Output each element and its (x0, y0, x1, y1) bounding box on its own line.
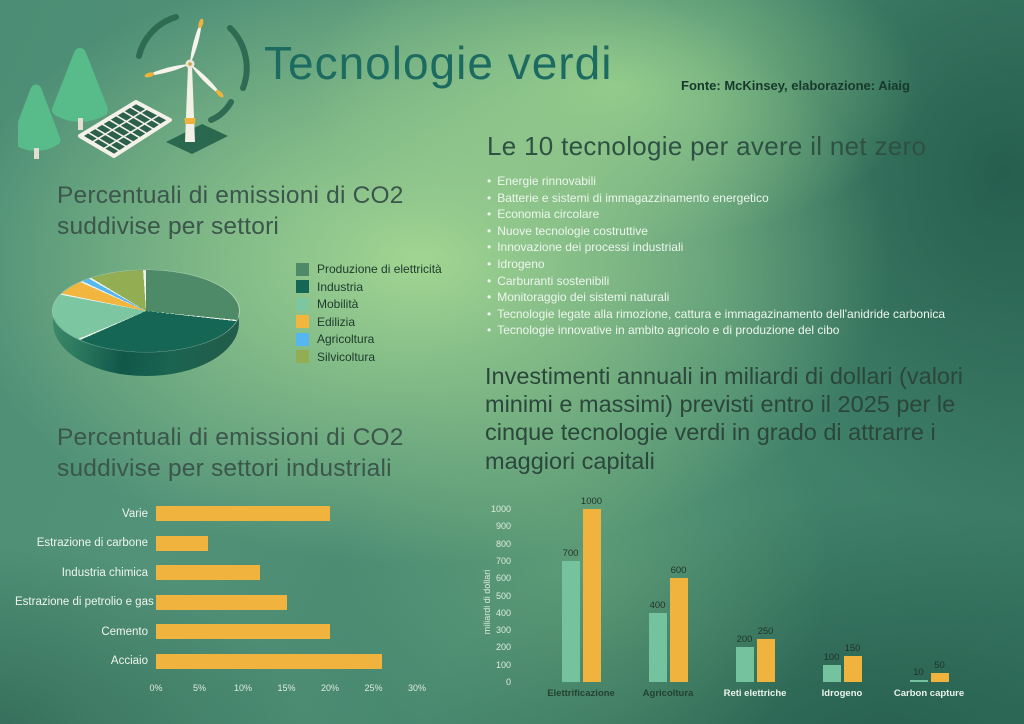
y-axis-tick: 300 (495, 625, 511, 636)
industry-bar-label: Estrazione di petrolio e gas (15, 596, 154, 608)
investment-heading: Investimenti annuali in miliardi di dollari (valori minimi e massimi) previsti entro il 2025 per le cinque tecnologie verdi in grado di attrarre i maggiori capitali (485, 363, 964, 474)
bar-groups (517, 496, 965, 699)
industry-bar (156, 595, 287, 610)
industry-bar-track (156, 536, 417, 551)
legend-swatch (296, 298, 309, 311)
industry-bar-row (15, 595, 417, 610)
netzero-list (487, 173, 945, 339)
investment-bar (931, 660, 949, 682)
bullet-icon: • (487, 207, 492, 222)
tree-icon (18, 90, 55, 159)
y-axis-label: miliardi di dollari (482, 569, 492, 635)
legend-label: Agricoltura (317, 332, 375, 347)
investment-bar (562, 547, 580, 682)
industry-bar (156, 624, 330, 639)
legend-item (296, 280, 442, 294)
industry-bar-row (15, 565, 417, 580)
bar-category-label: Carbon capture (893, 688, 965, 699)
industry-bar-track (156, 506, 417, 521)
netzero-item-label: Carburanti sostenibili (497, 273, 610, 288)
investment-bar (823, 651, 841, 682)
x-axis-tick: 0% (149, 683, 163, 693)
netzero-item-label: Idrogeno (497, 256, 545, 271)
bullet-icon: • (487, 240, 492, 255)
industry-bar-row (15, 654, 417, 669)
bullet-icon: • (487, 174, 492, 188)
bar-value-label: 250 (757, 625, 774, 637)
netzero-item (487, 173, 945, 190)
netzero-item (487, 239, 945, 256)
bullet-icon: • (487, 306, 492, 321)
y-axis-tick: 600 (495, 573, 511, 584)
x-axis-tick: 25% (364, 683, 383, 693)
bar-group (892, 660, 966, 699)
netzero-item-label: Economia circolare (497, 207, 600, 222)
industry-bar (156, 654, 382, 669)
netzero-item-label: Batterie e sistemi di immagazzinamento energetico (497, 190, 769, 205)
bar-value-label: 10 (913, 667, 924, 679)
y-axis-tick: 700 (495, 555, 511, 566)
industry-bar-label: Varie (122, 507, 148, 520)
investment-bar (670, 565, 688, 682)
legend-label: Edilizia (317, 314, 356, 329)
x-axis-tick: 10% (233, 683, 253, 693)
investment-bar (736, 634, 754, 682)
netzero-item (487, 206, 945, 223)
bar-group (631, 565, 705, 699)
investment-bar (757, 625, 775, 682)
bar-value-label: 50 (934, 660, 945, 672)
y-axis-tick: 400 (495, 607, 511, 618)
y-axis-tick: 200 (495, 642, 511, 653)
industry-bar-row (15, 506, 417, 521)
netzero-item (487, 306, 945, 323)
x-axis-tick: 30% (407, 683, 427, 693)
green-energy-illustration (18, 2, 258, 162)
legend-item (296, 350, 442, 364)
bullet-icon: • (487, 323, 492, 338)
bar-category-label: Elettrificazione (547, 688, 615, 699)
legend-label: Industria (317, 279, 364, 294)
netzero-item (487, 190, 945, 207)
bar-value-label: 200 (736, 634, 753, 646)
pie-chart (53, 270, 239, 352)
bar-value-label: 400 (649, 599, 666, 611)
bullet-icon: • (487, 223, 492, 238)
source-credit: Fonte: McKinsey, elaborazione: Aiaig (681, 78, 910, 93)
bullet-icon: • (487, 290, 492, 305)
industry-bar-track (156, 595, 417, 610)
industry-bar-rows (15, 506, 417, 669)
industry-bar (156, 506, 330, 521)
pie-section-heading: Percentuali di emissioni di CO2 suddivise per settori (57, 182, 404, 240)
legend-label: Mobilità (317, 297, 359, 312)
netzero-item-label: Energie rinnovabili (497, 174, 596, 188)
netzero-item-label: Nuove tecnologie costruttive (497, 223, 648, 238)
industry-bar (156, 565, 260, 580)
y-axis-tick: 800 (495, 538, 511, 549)
x-axis-tick: 5% (192, 683, 207, 693)
legend-item (296, 297, 442, 311)
bar-group (718, 625, 792, 699)
industry-bar-track (156, 624, 417, 639)
industry-bar-axis (149, 683, 427, 696)
netzero-item (487, 273, 945, 290)
industry-bar-label: Estrazione di carbone (36, 537, 148, 549)
industry-bar-row (15, 624, 417, 639)
industry-bar-label: Acciaio (110, 655, 148, 667)
industry-bar-chart (15, 506, 427, 696)
page-title: Tecnologie verdi (264, 37, 613, 89)
netzero-item-label: Monitoraggio dei sistemi naturali (497, 290, 670, 305)
bar-category-label: Reti elettriche (723, 688, 787, 699)
x-axis-tick: 15% (277, 683, 296, 693)
y-axis-tick: 1000 (490, 504, 511, 514)
investment-bar (910, 667, 928, 682)
industry-bar (156, 536, 208, 551)
y-axis-tick: 100 (495, 659, 511, 670)
netzero-item (487, 223, 945, 240)
legend-item (296, 262, 442, 276)
industry-bar-label: Industria chimica (61, 566, 148, 579)
investment-bar-chart (482, 496, 965, 707)
bar-value-label: 150 (844, 643, 861, 655)
legend-swatch (296, 315, 309, 328)
legend-swatch (296, 263, 309, 276)
y-axis-tick: 500 (495, 590, 511, 601)
legend-label: Produzione di elettricità (317, 262, 442, 276)
industry-bar-track (156, 654, 417, 669)
netzero-item (487, 256, 945, 273)
investment-bar (649, 599, 667, 682)
y-axis-tick: 0 (505, 677, 511, 687)
netzero-heading: Le 10 tecnologie per avere il net zero (487, 131, 927, 161)
tree-icon (58, 54, 102, 130)
y-axis-tick: 900 (495, 521, 511, 532)
legend-swatch (296, 350, 309, 363)
legend-label: Silvicoltura (317, 349, 376, 364)
bar-group (544, 496, 618, 699)
wind-turbine-icon (144, 18, 228, 154)
bar-value-label: 100 (823, 651, 840, 663)
legend-swatch (296, 280, 309, 293)
legend-swatch (296, 333, 309, 346)
netzero-item-label: Innovazione dei processi industriali (497, 240, 684, 255)
netzero-item (487, 289, 945, 306)
bar-category-label: Idrogeno (821, 688, 863, 699)
industry-bar-row (15, 536, 417, 551)
bar-value-label: 1000 (580, 496, 603, 507)
bar-group (805, 643, 879, 699)
bar-category-label: Agricoltura (642, 688, 694, 699)
investment-bar (844, 643, 862, 682)
industry-section-heading: Percentuali di emissioni di CO2 suddivise per settori industriali (57, 424, 404, 482)
industry-bar-label: Cemento (101, 625, 148, 638)
bar-value-label: 700 (562, 547, 579, 559)
legend-item (296, 315, 442, 329)
netzero-item-label: Tecnologie legate alla rimozione, cattura e immagazinamento dell'anidride carbonica (497, 306, 946, 321)
investment-bar (580, 496, 603, 682)
pie-legend (296, 262, 442, 368)
industry-bar-track (156, 565, 417, 580)
x-axis-tick: 20% (320, 683, 340, 693)
bullet-icon: • (487, 273, 492, 288)
legend-item (296, 332, 442, 346)
netzero-item (487, 322, 945, 339)
netzero-item-label: Tecnologie innovative in ambito agricolo e di produzione del cibo (497, 323, 840, 338)
bullet-icon: • (487, 256, 492, 271)
bar-value-label: 600 (670, 565, 687, 577)
y-axis-ticks (487, 504, 511, 687)
bullet-icon: • (487, 190, 492, 205)
